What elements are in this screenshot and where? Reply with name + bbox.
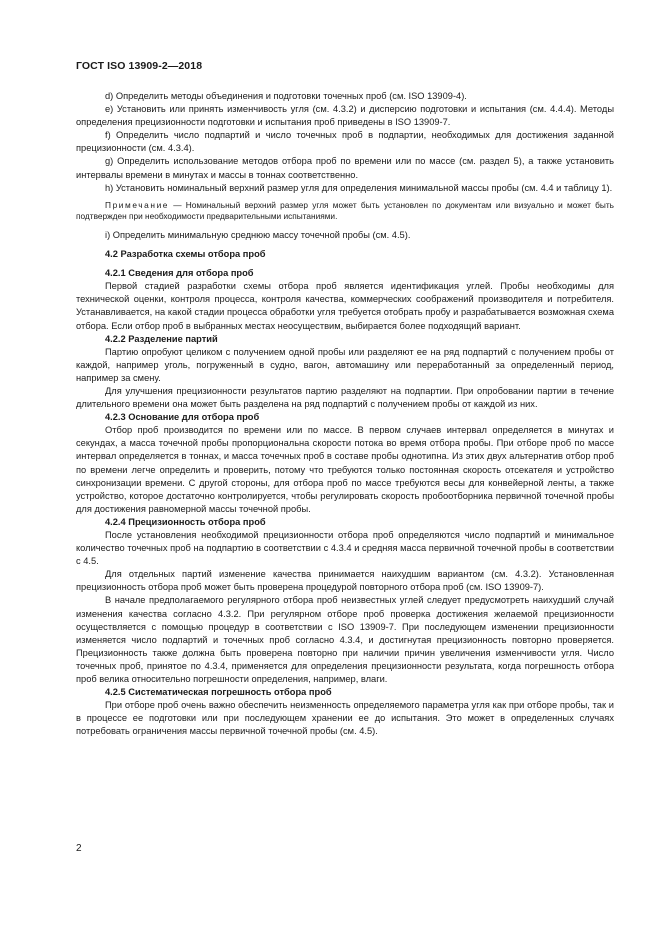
paragraph-i: i) Определить минимальную среднюю массу точечной пробы (см. 4.5). — [105, 229, 411, 240]
heading-4-2-3: 4.2.3 Основание для отбора проб — [105, 412, 260, 423]
page-header: ГОСТ ISO 13909-2—2018 — [76, 60, 203, 72]
page-number: 2 — [76, 843, 82, 854]
paragraph-g: g) Определить использование методов отбора проб по времени или по массе (см. раздел 5), а также установить интервалы времени в минутах и массы в тоннах соответственно. — [76, 156, 614, 180]
paragraph-4-2-5: При отборе проб очень важно обеспечить неизменность определяемого параметра угля как при отборе пробы, так и в процессе ее подготовки или при последующем хранении ее до испытания. Это может в определенных случаях потребовать ограничения массы первичной точечной пробы (см. 4.5). — [76, 700, 614, 737]
paragraph-4-2-4-c: В начале предполагаемого регулярного отбора проб неизвестных углей следует предусмотреть наихудший случай изменения качества согласно 4.3.2. При регулярном отборе проб проверка достижения желаемой прецизионности осуществляется с помощью процедур в соответствии с ISO 13909-7. При последующем изменении прецизионности изменяется число подпартий и точечных проб согласно 4.3.4, и достигнутая прецизионность повторно проверяется. Прецизионность также должна быть проверена повторно при наличии причин увеличения изменчивости угля. Число точечных проб, принятое по 4.3.4, применяется для определения прецизионности результата, когда погрешность отбора проб велика относительно погрешности определения, например, влаги. — [76, 595, 614, 685]
paragraph-4-2-1: Первой стадией разработки схемы отбора проб является идентификация углей. Пробы необходимы для технической оценки, контроля процесса, контроля качества, коммерческих соображений производителя и потребителя. Устанавливается, на какой стадии процесса обработки угля требуется отобрать пробу и разрабатывается возможная схема отбора. Если отбор проб в выбранных местах неосуществим, выбирается более подходящий вариант. — [76, 281, 614, 331]
paragraph-h: h) Установить номинальный верхний размер угля для определения минимальной массы пробы (см. 4.4 и таблицу 1). — [105, 182, 613, 193]
note-text: — Номинальный верхний размер угля может быть установлен по документам или визуально и может быть подтвержден при необходимости предварительными испытаниями. — [76, 199, 614, 222]
paragraph-4-2-2-a: Партию опробуют целиком с получением одной пробы или разделяют ее на ряд подпартий с получением пробы от каждой, например уголь, погруженный в судно, вагон, автомашину или переработанный за определенный период, например за смену. — [76, 346, 614, 383]
document-body — [76, 90, 614, 739]
paragraph-4-2-3: Отбор проб производится по времени или по массе. В первом случаев интервал определяется в минутах и секундах, а масса точечной пробы пропорциональна скорости потока во время отбора пробы. При отборе проб по массе интервал определяется в тоннах, и масса точечных проб в составе пробы однотипна. Из этих двух альтернатив отбор проб по времени легче определить и проверить, потому что требуются только постоянная скорость отсекателя и устройство синхронизации времени. С другой стороны, для отбора проб по массе требуются весы для конвейерной ленты, а также устройство, которое достаточно контролируется, чтобы регулировать скорость пробоотборника первичной точечной пробы для достижения равномерной массы точечной пробы. — [76, 425, 614, 514]
paragraph-4-2-4-b: Для отдельных партий изменение качества принимается наихудшим вариантом (см. 4.3.2). Установленная прецизионность отбора проб может быть проверена процедурой повторного отбора проб (см. ISO 13909-7). — [76, 569, 614, 593]
paragraph-f: f) Определить число подпартий и число точечных проб в подпартии, необходимых для достижения заданной прецизионности (см. 4.3.4). — [76, 130, 614, 154]
paragraph-d: d) Определить методы объединения и подготовки точечных проб (см. ISO 13909-4). — [105, 91, 467, 101]
heading-4-2-4: 4.2.4 Прецизионность отбора проб — [105, 516, 266, 527]
heading-4-2: 4.2 Разработка схемы отбора проб — [105, 249, 266, 260]
heading-4-2-5: 4.2.5 Систематическая погрешность отбора проб — [105, 687, 332, 698]
paragraph-e: e) Установить или принять изменчивость угля (см. 4.3.2) и дисперсию подготовки и испытания (см. 4.4.4). Методы определения прецизионности подготовки и испытания проб приведены в ISO 13909-7. — [76, 104, 614, 128]
note-label: Примечание — [105, 199, 170, 210]
heading-4-2-2: 4.2.2 Разделение партий — [105, 333, 218, 344]
heading-4-2-1: 4.2.1 Сведения для отбора проб — [105, 268, 254, 279]
paragraph-4-2-4-a: После установления необходимой прецизионности отбора проб определяются число подпартий и минимальное количество точечных проб на подпартию в соответствии с 4.3.4 и средняя масса первичной точечной пробы в соответствии с 4.5. — [76, 530, 614, 567]
note — [76, 200, 614, 223]
paragraph-4-2-2-b: Для улучшения прецизионности результатов партию разделяют на подпартии. При опробовании партии в течение длительного времени она может быть разделена на ряд подпартий с получением пробы от каждой из них. — [76, 385, 614, 410]
